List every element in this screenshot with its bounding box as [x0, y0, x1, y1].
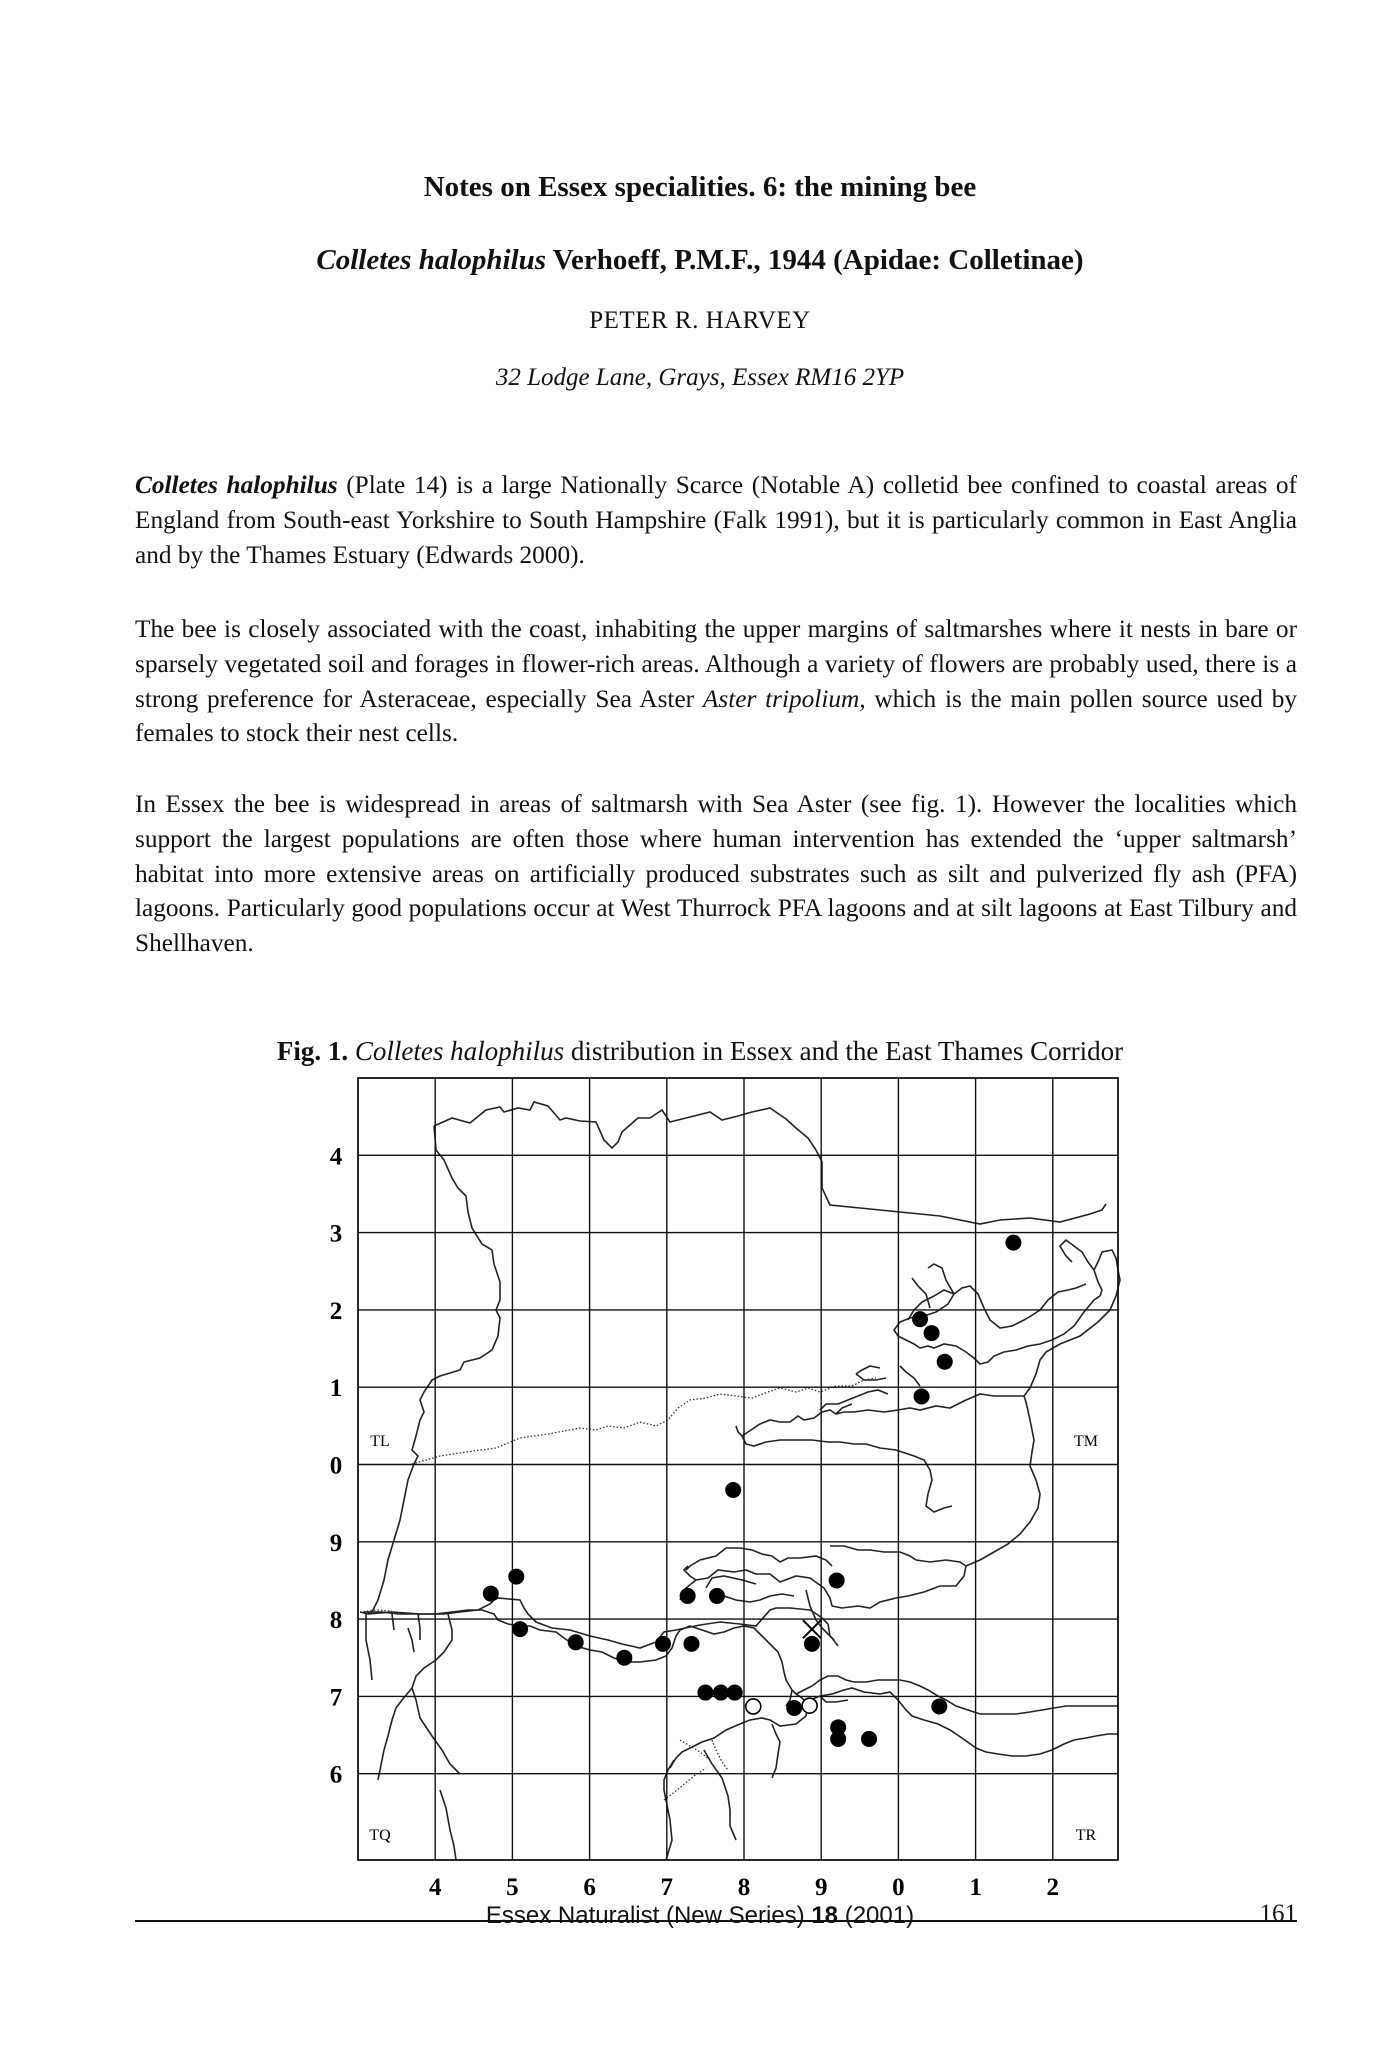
record-dot	[829, 1572, 845, 1588]
grid-square-label-tm: TM	[1074, 1433, 1098, 1450]
record-open-dot	[802, 1698, 817, 1713]
record-dot	[727, 1685, 743, 1701]
paragraph-2-tail: which is the main pollen source used by females to stock their nest cells.	[135, 684, 1298, 748]
x-tick-label: 6	[583, 1874, 596, 1901]
y-tick-label: 8	[329, 1607, 343, 1635]
record-dot	[924, 1325, 940, 1341]
x-tick-label: 0	[892, 1874, 905, 1901]
record-dot	[830, 1731, 846, 1747]
record-dot	[508, 1569, 524, 1585]
y-tick-label: 1	[329, 1375, 343, 1403]
record-dot	[713, 1685, 729, 1701]
title-authority: Verhoeff, P.M.F., 1944 (Apidae: Colletinae)	[546, 244, 1084, 276]
paragraph-2-species: Aster tripolium,	[702, 684, 866, 713]
author-address: 32 Lodge Lane, Grays, Essex RM16 2YP	[495, 364, 905, 391]
record-dot	[912, 1311, 928, 1327]
x-tick-label: 7	[660, 1874, 674, 1901]
record-dot	[931, 1698, 947, 1714]
figure-caption-text: distribution in Essex and the East Thames Corridor	[564, 1036, 1124, 1066]
title-line-1: Notes on Essex specialities. 6: the mining bee	[423, 171, 977, 203]
x-tick-label: 2	[1046, 1874, 1060, 1901]
map-frame	[358, 1078, 1118, 1860]
record-dot	[709, 1588, 725, 1604]
records	[483, 1235, 1022, 1747]
page-number: 161	[1259, 1900, 1297, 1927]
x-tick-label: 9	[814, 1874, 828, 1901]
paragraph-1-text: (Plate 14) is a large Nationally Scarce (Notable A) colletid bee confined to coastal areas of England from South-east Yorkshire to South Hampshire (Falk 1991), but it is particularly common in East Anglia and by the Thames Estuary (Edwards 2000).	[135, 471, 1298, 569]
county-boundary	[360, 1378, 876, 1800]
record-dot	[680, 1588, 696, 1604]
record-cross	[803, 1620, 821, 1638]
y-tick-label: 4	[329, 1143, 343, 1171]
record-dot	[725, 1482, 741, 1498]
record-dot	[568, 1634, 584, 1650]
y-tick-label: 6	[329, 1761, 343, 1789]
figure-species: Colletes halophilus	[354, 1036, 565, 1066]
coastline	[360, 1102, 1120, 1680]
y-tick-label: 7	[329, 1684, 343, 1712]
y-tick-label: 9	[329, 1529, 343, 1557]
y-tick-label: 3	[329, 1220, 343, 1248]
journal-footer	[0, 1902, 1400, 1930]
grid-square-label-tl: TL	[370, 1433, 390, 1450]
x-tick-label: 8	[737, 1874, 751, 1901]
axis-labels	[330, 1143, 1098, 1901]
journal-year: (2001)	[838, 1902, 915, 1929]
x-tick-label: 5	[506, 1874, 519, 1901]
record-dot	[483, 1586, 499, 1602]
paragraph-1-species: Colletes halophilus	[135, 471, 338, 499]
paragraph-3: In Essex the bee is widespread in areas of saltmarsh with Sea Aster (see fig. 1). However the localities which support the largest populations are often those where human intervention has extended the ‘upper saltmarsh’ habitat into more extensive areas on artificially produced substrates such as silt and pulverized fly ash (PFA) lagoons. Particularly good populations occur at West Thurrock PFA lagoons and at silt lagoons at East Tilbury and Shellhaven.	[135, 790, 1297, 958]
grid-square-label-tr: TR	[1075, 1827, 1097, 1844]
record-dot	[655, 1636, 671, 1652]
record-dot	[937, 1354, 953, 1370]
title-species: Colletes halophilus	[316, 244, 547, 276]
thames-coastline	[364, 1590, 1118, 1860]
x-tick-label: 4	[428, 1874, 442, 1901]
y-tick-label: 2	[329, 1297, 343, 1325]
record-dot	[616, 1650, 632, 1666]
record-dot	[914, 1388, 930, 1404]
record-dot	[861, 1731, 877, 1747]
record-dot	[1005, 1235, 1021, 1251]
author: PETER R. HARVEY	[589, 307, 811, 334]
record-dot	[697, 1685, 713, 1701]
record-dot	[684, 1636, 700, 1652]
paragraph-2-text: The bee is closely associated with the coast, inhabiting the upper margins of saltmarshes where it nests in bare or sparsely vegetated soil and forages in flower-rich areas. Although a variety of flowers are probably used, there is a strong preference for Asteraceae, especially Sea Aster	[135, 615, 1297, 713]
record-open-dot	[746, 1699, 761, 1714]
figure-label: Fig. 1.	[276, 1036, 349, 1066]
record-dot	[804, 1636, 820, 1652]
x-tick-label: 1	[969, 1874, 982, 1901]
record-dot	[786, 1700, 802, 1716]
grid	[358, 1078, 1118, 1860]
journal-volume: 18	[811, 1902, 839, 1929]
y-tick-label: 0	[329, 1452, 343, 1480]
grid-square-label-tq: TQ	[369, 1827, 391, 1844]
journal-name: Essex Naturalist (New Series)	[485, 1902, 812, 1929]
record-dot	[512, 1621, 528, 1637]
